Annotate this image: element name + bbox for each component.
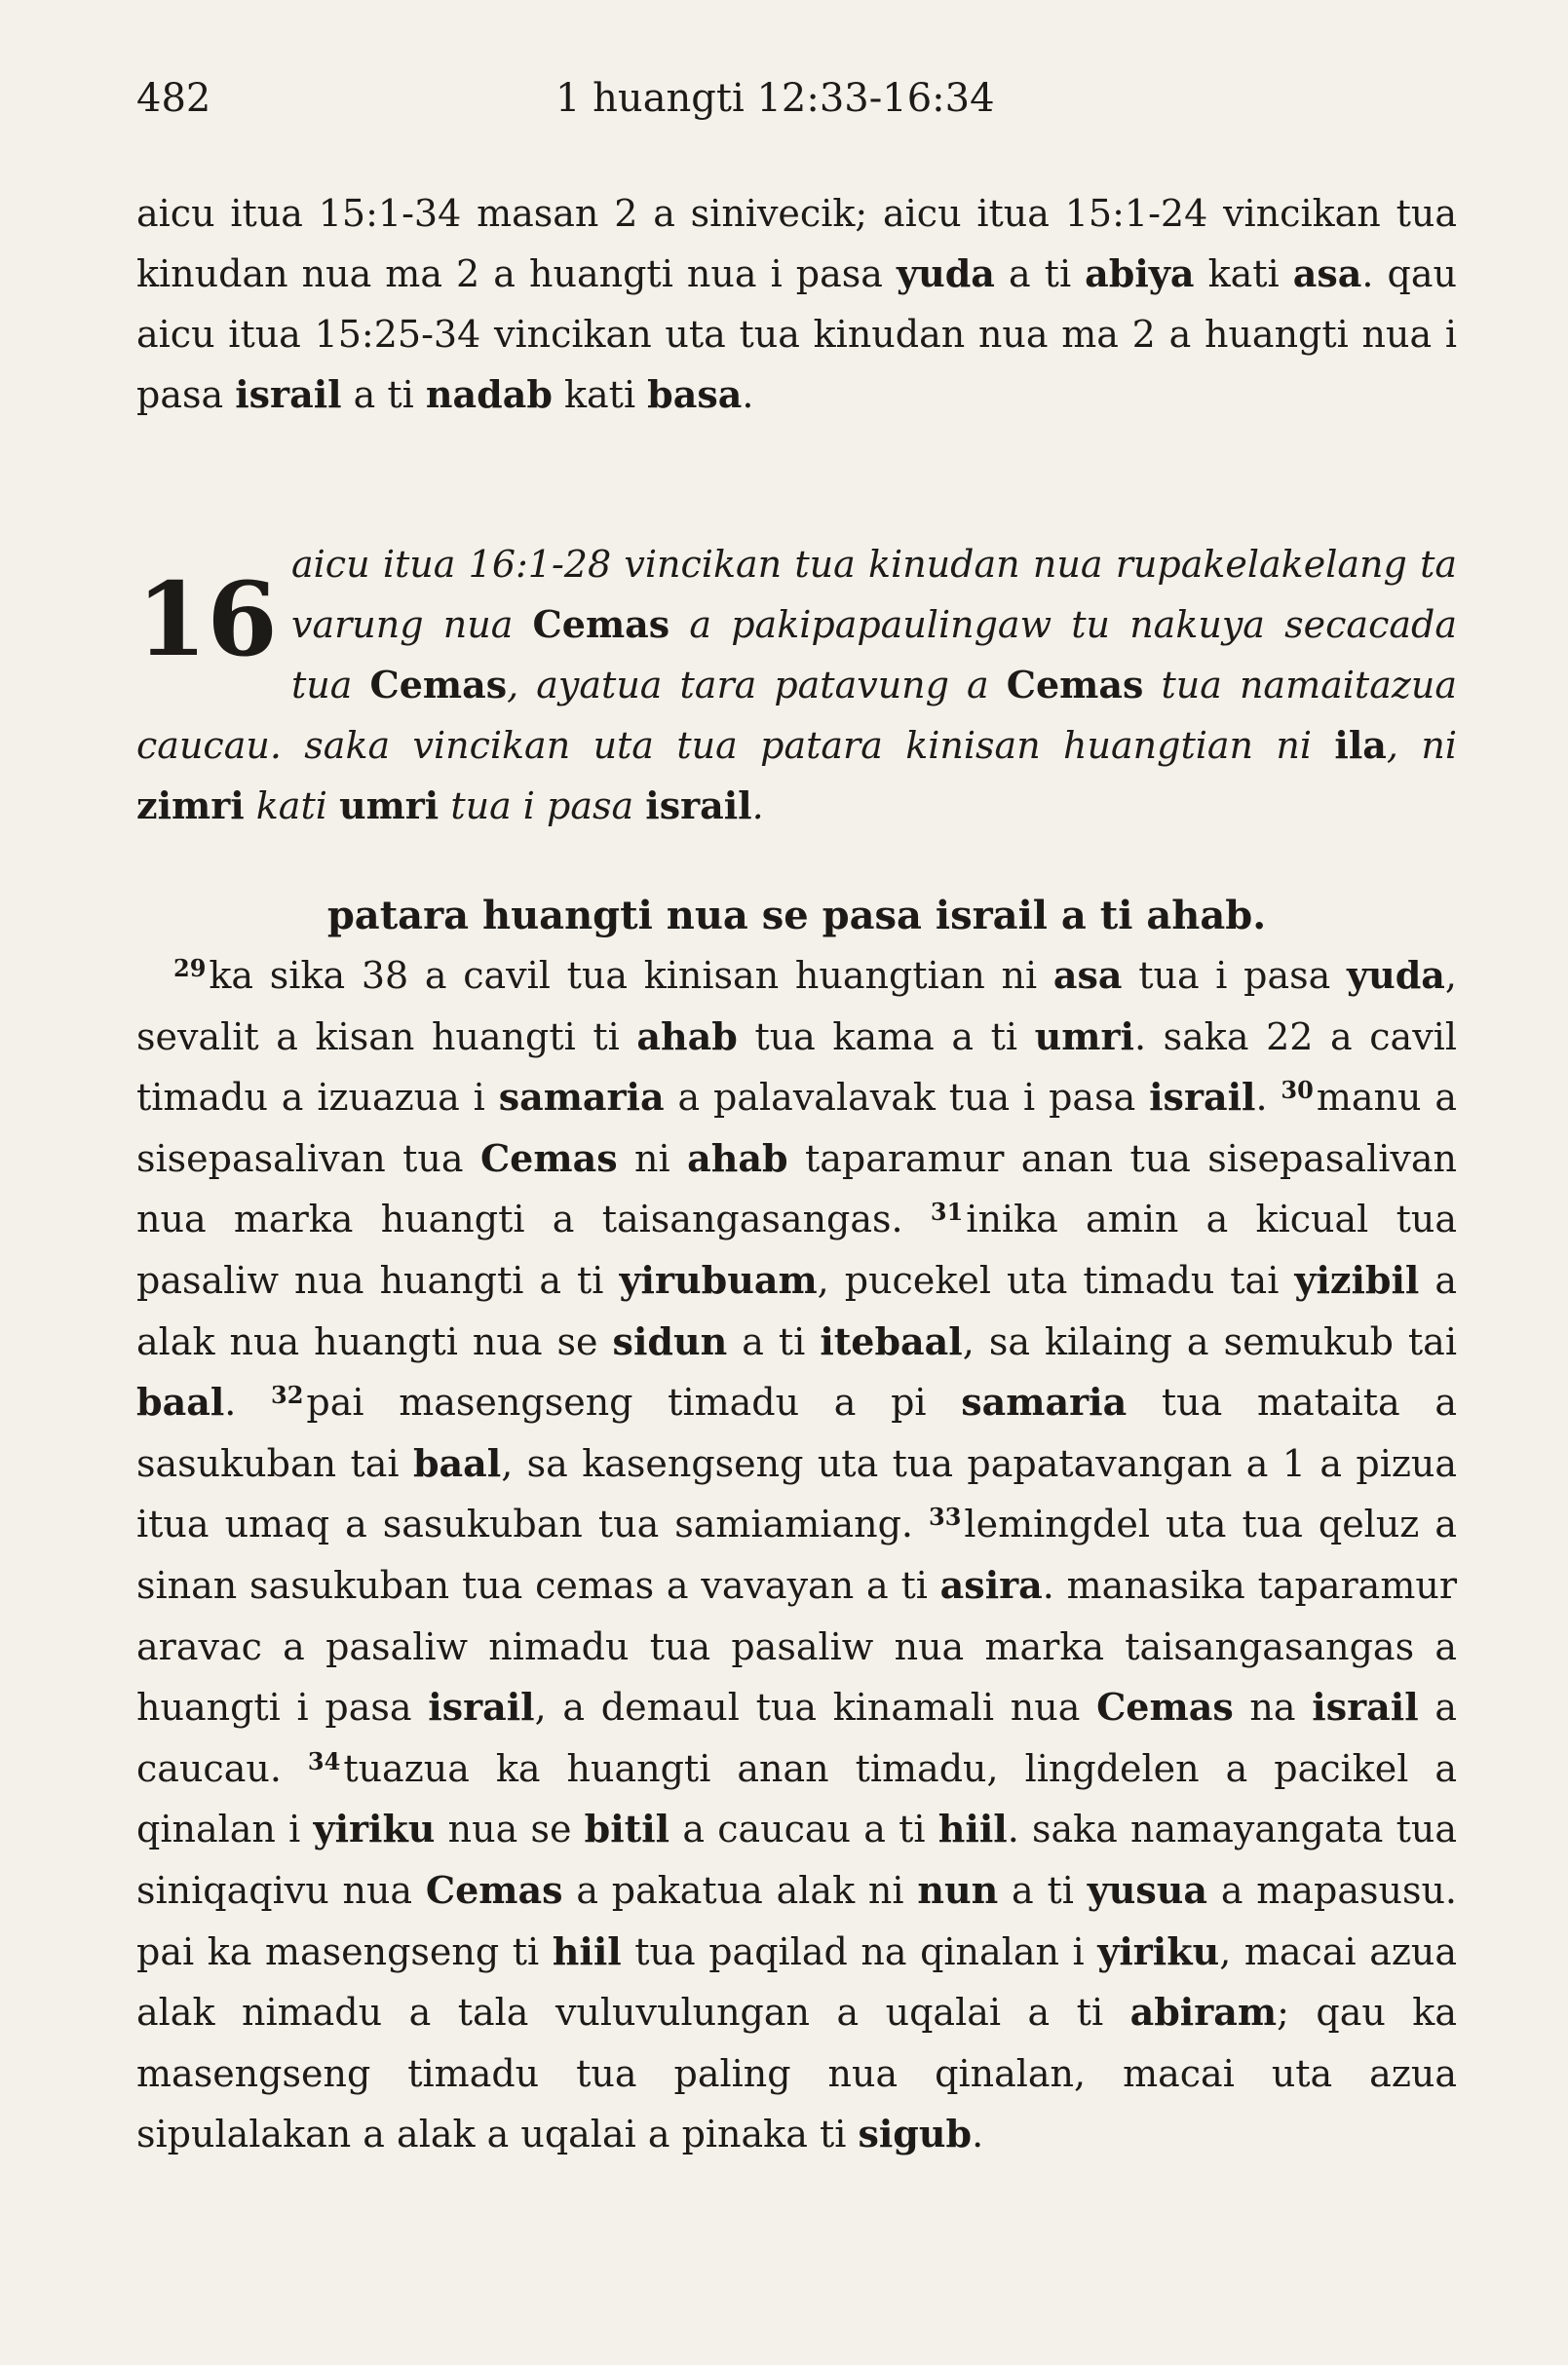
- body-text: [136, 945, 1457, 2165]
- verse-number: 34: [307, 1746, 341, 1775]
- intro-text: a ti: [341, 373, 426, 416]
- intro-paragraph: [136, 183, 1457, 425]
- name-yiriku: yiriku: [1097, 1928, 1220, 1973]
- verse-text: ; qau ka masengseng timadu tua paling nua qinalan, macai uta azua sipulalakan a alak a uqalai a pinaka ti: [136, 1991, 1457, 2156]
- name-cemas: Cemas: [479, 1135, 618, 1180]
- name-ahab: ahab: [636, 1013, 738, 1058]
- summary-text: , ayatua tara patavung a: [507, 664, 1007, 706]
- name-asa: asa: [1292, 251, 1362, 295]
- name-umri: umri: [338, 783, 440, 827]
- name-sidun: sidun: [612, 1318, 728, 1363]
- name-abiram: abiram: [1129, 1990, 1278, 2035]
- verse-text: , a demaul tua kinamali nua: [534, 1686, 1097, 1730]
- verse-text: .: [972, 2113, 984, 2156]
- verse-text: pai masengseng timadu a pi: [306, 1381, 962, 1425]
- name-yusua: yusua: [1087, 1867, 1208, 1912]
- verse-text: tua i pasa: [1122, 954, 1347, 997]
- verse-text: . manasika taparamur aravac a pasaliw nimadu tua pasaliw nua marka taisangasangas a huangti i pasa: [136, 1563, 1457, 1730]
- summary-text: aicu itua 16:1-28 vincikan tua kinudan nua rupakelakelang ta varung nua: [291, 543, 1457, 646]
- name-yiriku: yiriku: [313, 1807, 436, 1851]
- name-cemas: Cemas: [425, 1867, 563, 1912]
- verse-text: ni: [617, 1136, 688, 1180]
- intro-text: kati: [1194, 252, 1293, 295]
- name-israil: israil: [1312, 1685, 1419, 1730]
- intro-text: . qau aicu itua 15:25-34 vincikan uta tua kinudan nua ma 2 a huangti nua i pasa: [136, 252, 1457, 416]
- name-israil: israil: [1149, 1075, 1256, 1120]
- name-cemas: Cemas: [1096, 1685, 1234, 1730]
- name-zimri: zimri: [136, 783, 245, 827]
- verse-text: a mapasusu. pai ka masengseng ti: [136, 1868, 1458, 1973]
- name-baal: baal: [412, 1440, 502, 1485]
- name-yirubuam: yirubuam: [619, 1257, 818, 1302]
- running-head: 1 huangti 12:33-16:34: [555, 76, 995, 121]
- name-yuda: yuda: [896, 251, 995, 295]
- intro-text: kati: [552, 373, 648, 416]
- verse-number: 31: [930, 1198, 964, 1227]
- chapter-summary: [136, 534, 1457, 836]
- intro-text: aicu itua 15:1-34 masan 2 a sinivecik; aicu itua 15:1-24 vincikan tua kinudan nua ma 2 a huangti nua i pasa: [136, 192, 1457, 295]
- verse-text: tua mataita a sasukuban tai: [136, 1381, 1457, 1485]
- verse-text: tua kama a ti: [737, 1014, 1035, 1058]
- name-cemas: Cemas: [1006, 663, 1144, 706]
- name-itebaal: itebaal: [820, 1318, 963, 1363]
- page-number: 482: [136, 76, 211, 121]
- verse-number: 29: [173, 954, 207, 982]
- intro-text: .: [742, 373, 754, 416]
- verse-text: a ti: [727, 1319, 821, 1363]
- verse-text: tua paqilad na qinalan i: [621, 1929, 1098, 1973]
- name-cemas: Cemas: [532, 602, 670, 646]
- verse-number: 32: [271, 1381, 304, 1410]
- section-heading: patara huangti nua se pasa israil a ti ahab.: [326, 893, 1267, 938]
- verse-number: 30: [1281, 1076, 1314, 1105]
- name-sigub: sigub: [858, 2112, 973, 2156]
- name-yuda: yuda: [1347, 953, 1445, 997]
- name-basa: basa: [647, 372, 743, 416]
- verse-text: , macai azua alak nimadu a tala vuluvulungan a uqalai a ti: [136, 1929, 1457, 2035]
- summary-text: a pakipapaulingaw tu nakuya secacada tua: [291, 603, 1457, 706]
- verse-text: a caucau a ti: [669, 1808, 938, 1851]
- name-israil: israil: [428, 1685, 535, 1730]
- verse-text: , pucekel uta timadu tai: [817, 1258, 1295, 1302]
- name-cemas: Cemas: [369, 663, 508, 706]
- name-asira: asira: [939, 1562, 1043, 1607]
- summary-text: tua i pasa: [439, 784, 646, 827]
- verse-paragraph: [136, 945, 1457, 2165]
- name-samaria: samaria: [961, 1380, 1128, 1425]
- verse-text: a alak nua huangti nua se: [136, 1258, 1458, 1363]
- verse-text: , sa kilaing a semukub tai: [962, 1319, 1457, 1363]
- name-israil: israil: [235, 372, 342, 416]
- verse-text: nua se: [435, 1808, 585, 1851]
- verse-text: . saka 22 a cavil timadu a izuazua i: [136, 1014, 1457, 1120]
- name-hiil: hiil: [552, 1928, 622, 1973]
- verse-text: manu a sisepasalivan tua: [136, 1076, 1457, 1180]
- name-abiya: abiya: [1085, 251, 1195, 295]
- name-hiil: hiil: [937, 1807, 1008, 1851]
- verse-text: .: [1255, 1076, 1281, 1120]
- verse-text: a caucau.: [136, 1686, 1457, 1790]
- verse-text: lemingdel uta tua qeluz a sinan sasukuban tua cemas a vavayan a ti: [136, 1503, 1458, 1607]
- name-yizibil: yizibil: [1294, 1257, 1420, 1302]
- name-samaria: samaria: [498, 1075, 665, 1120]
- verse-text: , sevalit a kisan huangti ti: [136, 954, 1457, 1058]
- name-bitil: bitil: [584, 1807, 670, 1851]
- chapter-number: 16: [136, 559, 278, 679]
- verse-text: a palavalavak tua i pasa: [664, 1076, 1150, 1120]
- verse-text: , sa kasengseng uta tua papatavangan a 1 a pizua itua umaq a sasukuban tua samiamiang.: [136, 1441, 1457, 1546]
- verse-text: inika amin a kicual tua pasaliw nua huangti a ti: [136, 1198, 1457, 1302]
- name-ila: ila: [1334, 723, 1387, 767]
- verse-text: na: [1233, 1686, 1313, 1730]
- summary-text: , ni: [1386, 724, 1457, 767]
- summary-text: tua namaitazua caucau. saka vincikan uta tua patara kinisan huangtian ni: [136, 664, 1457, 767]
- name-baal: baal: [136, 1380, 225, 1425]
- verse-text: tuazua ka huangti anan timadu, lingdelen a pacikel a qinalan i: [136, 1746, 1457, 1851]
- summary-text: .: [751, 784, 764, 827]
- name-ahab: ahab: [687, 1135, 788, 1180]
- summary-text: kati: [244, 784, 339, 827]
- intro-text: a ti: [994, 252, 1086, 295]
- verse-text: a ti: [998, 1868, 1088, 1912]
- name-umri: umri: [1034, 1013, 1134, 1058]
- name-asa: asa: [1052, 953, 1123, 997]
- page-header: [136, 76, 1457, 134]
- verse-text: ka sika 38 a cavil tua kinisan huangtian ni: [209, 954, 1053, 997]
- verse-text: taparamur anan tua sisepasalivan nua marka huangti a taisangasangas.: [136, 1136, 1457, 1241]
- name-nadab: nadab: [425, 372, 553, 416]
- name-nun: nun: [917, 1867, 999, 1912]
- verse-text: .: [224, 1381, 272, 1425]
- name-israil: israil: [645, 783, 752, 827]
- verse-text: a pakatua alak ni: [562, 1868, 918, 1912]
- verse-number: 33: [929, 1503, 962, 1532]
- verse-text: . saka namayangata tua siniqaqivu nua: [136, 1808, 1457, 1912]
